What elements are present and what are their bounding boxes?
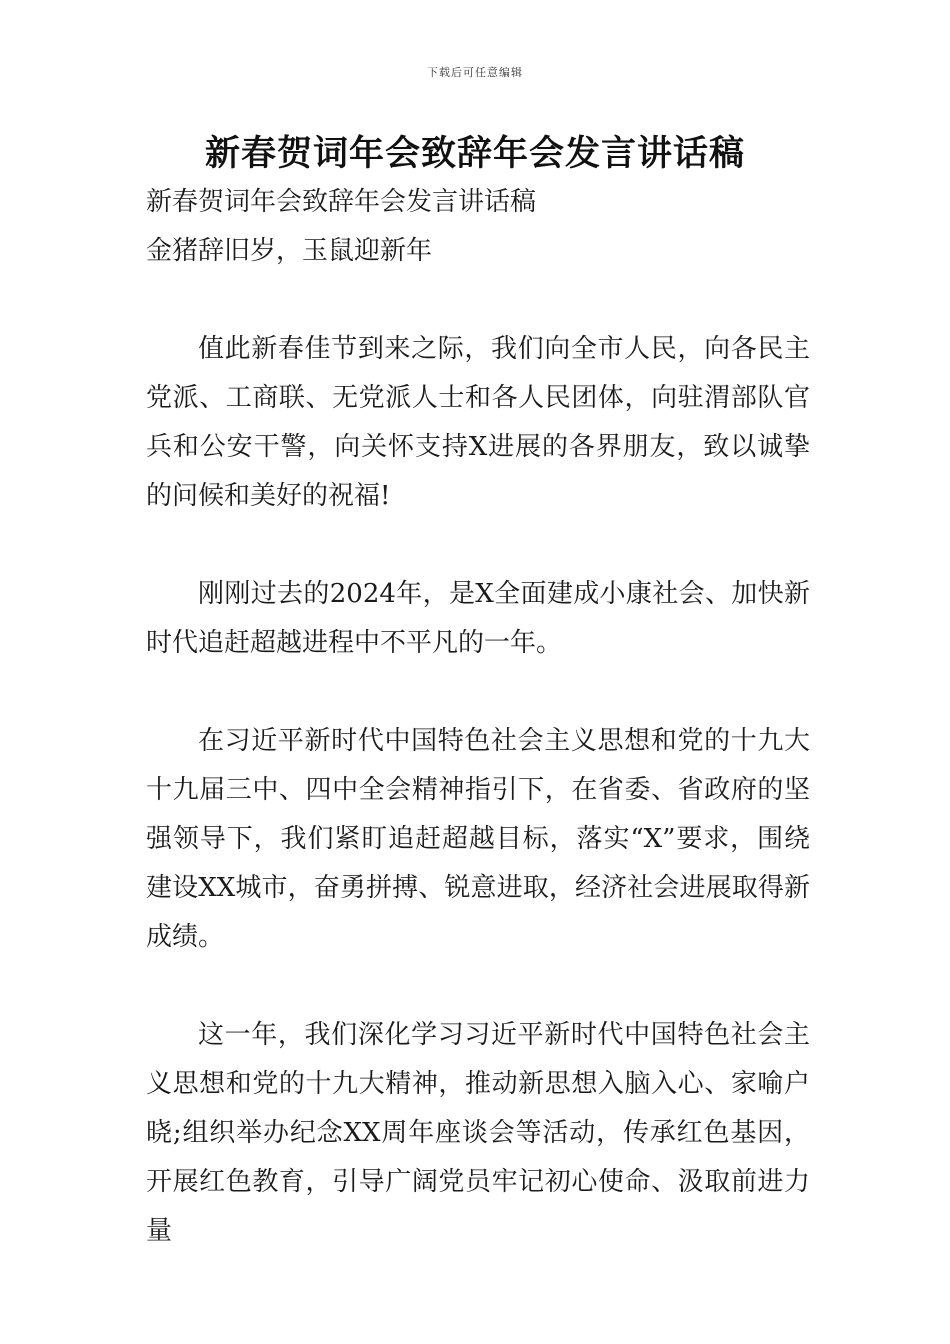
paragraph-gap	[146, 521, 810, 570]
document-motto: 金猪辞旧岁，玉鼠迎新年	[146, 236, 433, 266]
document-title: 新春贺词年会致辞年会发言讲话稿	[204, 133, 745, 174]
paragraph-gap	[146, 962, 810, 1011]
paragraph-this-year: 这一年，我们深化学习习近平新时代中国特色社会主义思想和党的十九大精神，推动新思想入脑入心、家喻户晓;组织举办纪念XX周年座谈会等活动，传承红色基因，开展红色教育，引导广阔党员牢记初心使命、汲取前进力量	[146, 1020, 810, 1246]
paragraph-guidance: 在习近平新时代中国特色社会主义思想和党的十九大十九届三中、四中全会精神指引下，在省委、省政府的坚强领导下，我们紧盯追赶超越目标，落实“X”要求，围绕建设XX城市，奋勇拼搏、锐意进取，经济社会进展取得新成绩。	[146, 726, 810, 952]
paragraph-gap	[146, 668, 810, 717]
paragraph-greeting: 值此新春佳节到来之际，我们向全市人民，向各民主党派、工商联、无党派人士和各人民团体，向驻渭部队官兵和公安干警，向关怀支持X进展的各界朋友，致以诚挚的问候和美好的祝福!	[146, 334, 810, 511]
document-body	[146, 178, 810, 1256]
paragraph-past-year: 刚刚过去的2024年，是X全面建成小康社会、加快新时代追赶超越进程中不平凡的一年。	[146, 579, 810, 658]
document-subtitle: 新春贺词年会致辞年会发言讲话稿	[146, 187, 537, 217]
header-note: 下载后可任意编辑	[427, 66, 523, 79]
paragraph-gap	[146, 276, 810, 325]
